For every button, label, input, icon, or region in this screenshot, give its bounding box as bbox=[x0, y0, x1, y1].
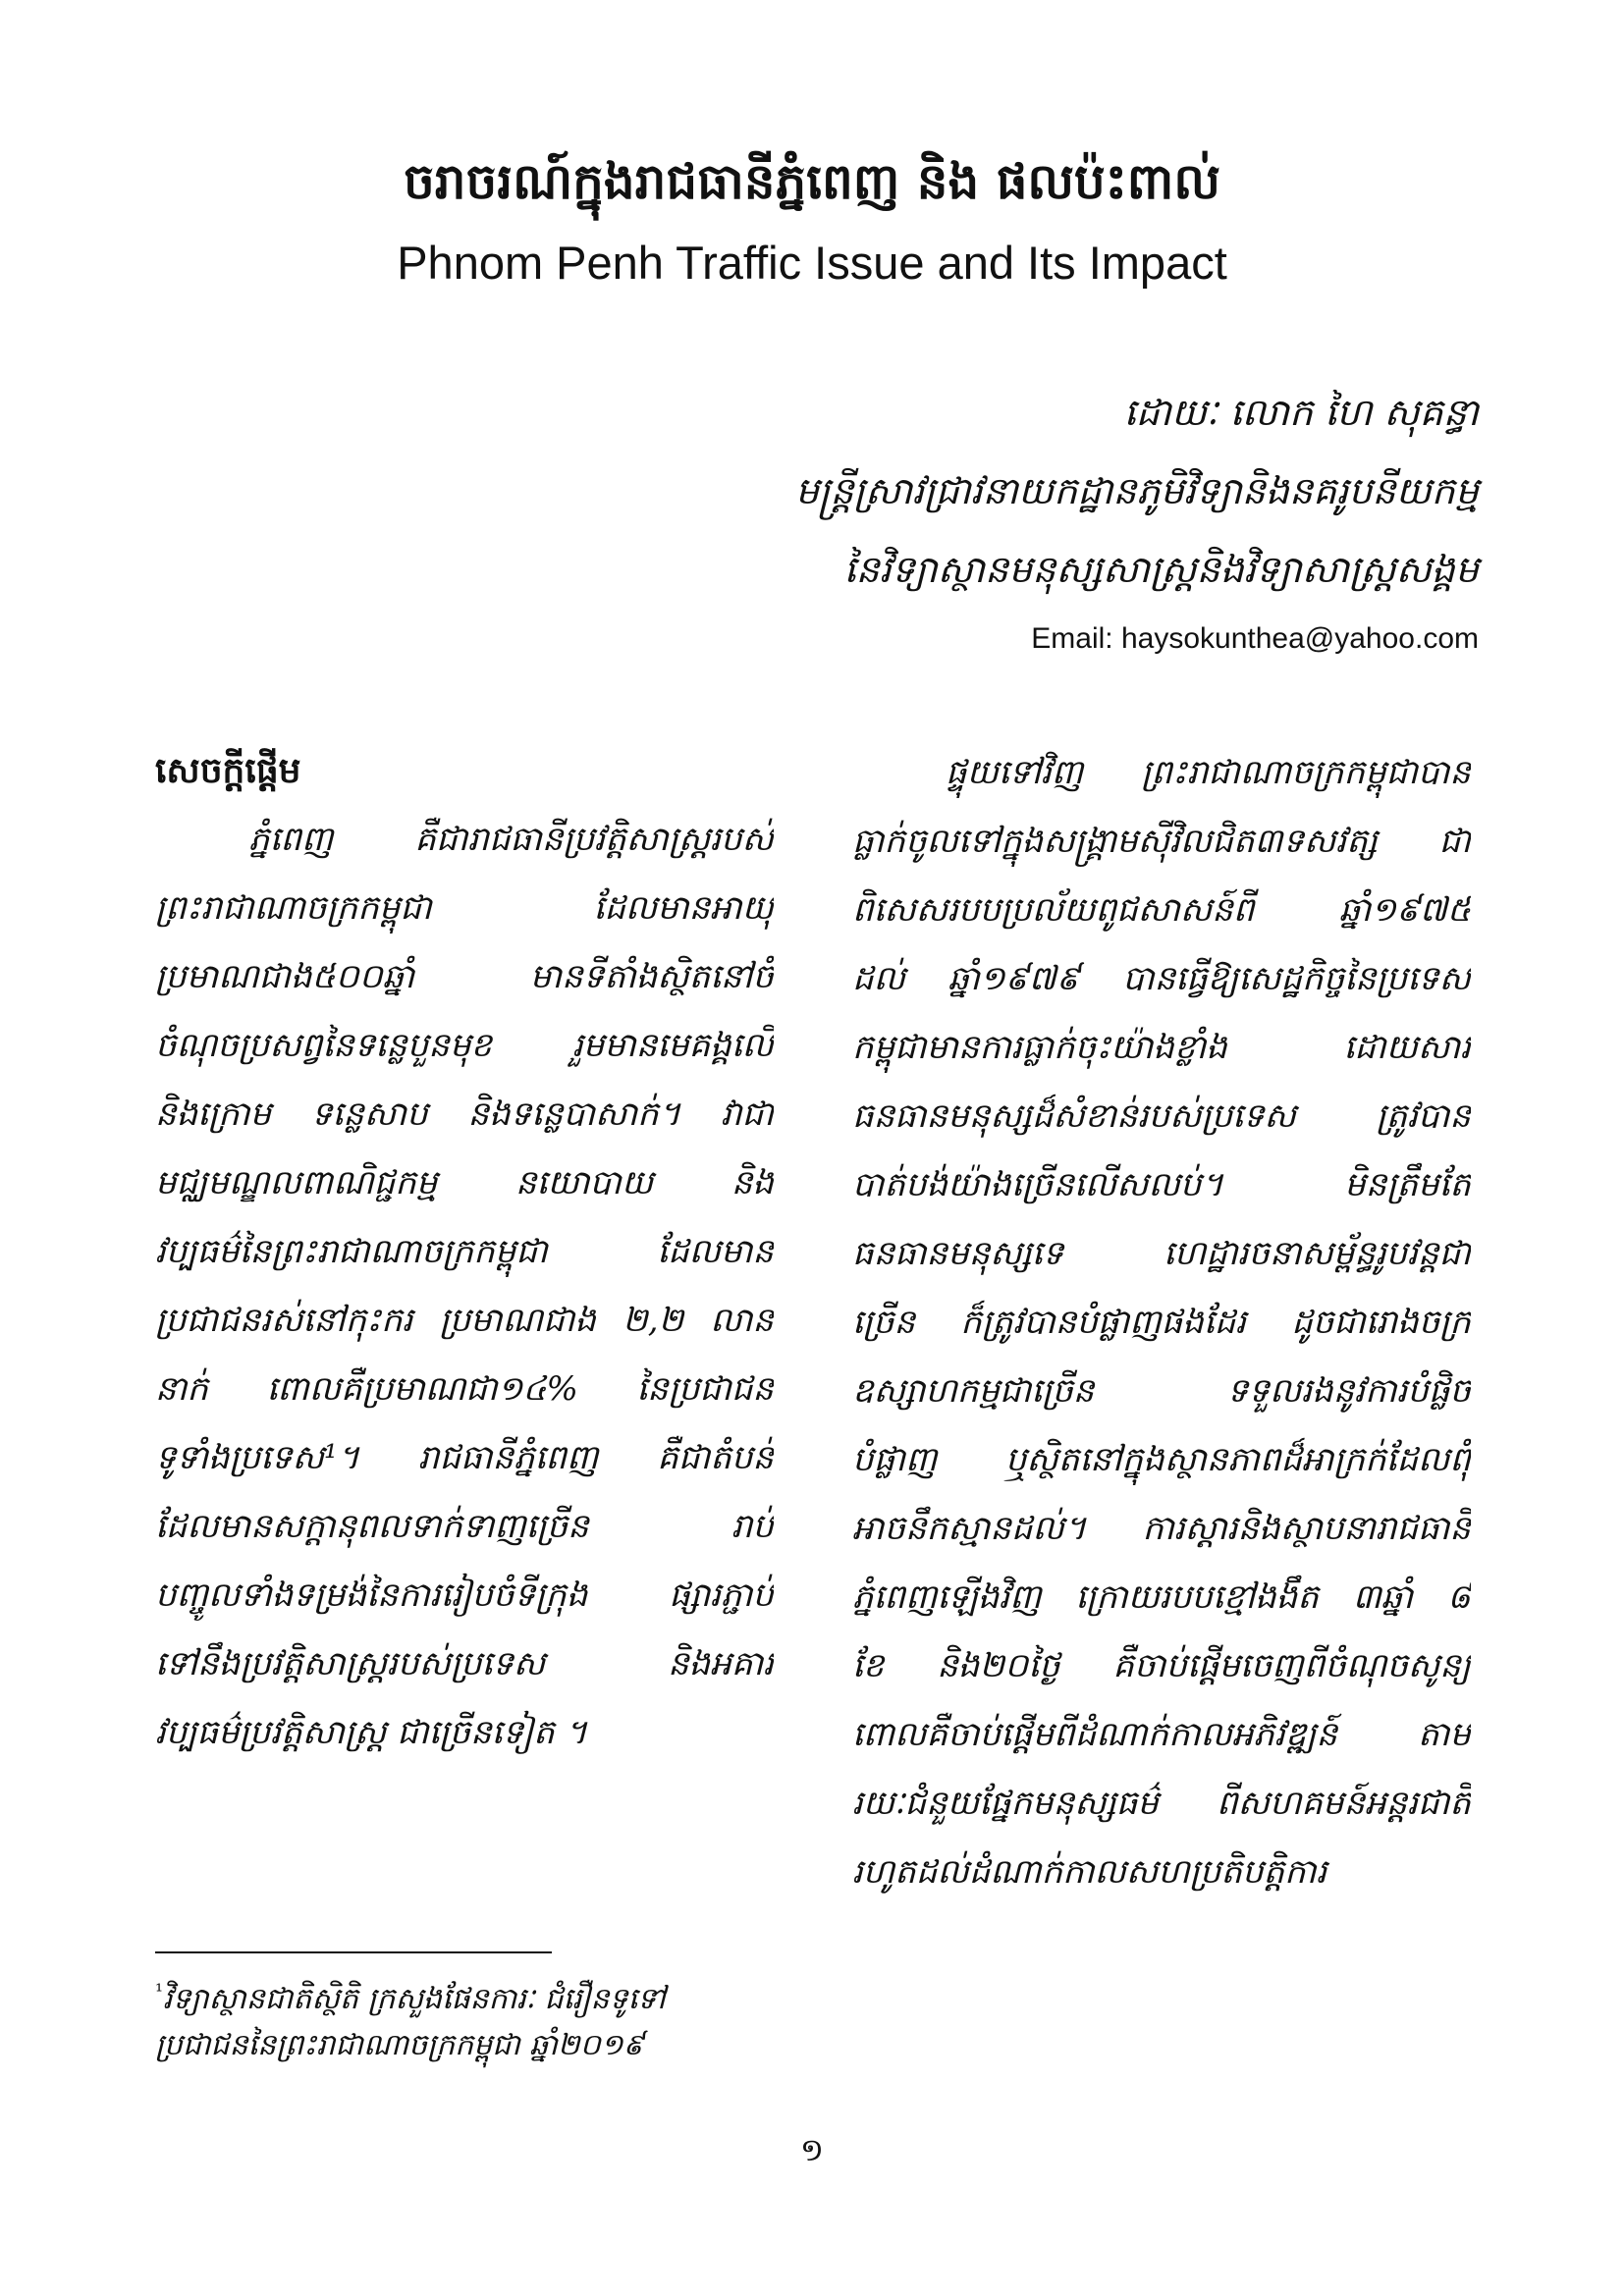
paragraph-line: ពោលគឺចាប់ផ្តើមពីដំណាក់កាលអភិវឌ្ឍន៍ តាម bbox=[852, 1715, 1471, 1754]
left-column bbox=[155, 738, 774, 1767]
paragraph-line: ភ្នំពេញឡើងវិញ ក្រោយរបបខ្មៅងងឹត ៣ឆ្នាំ ៨ bbox=[852, 1577, 1471, 1617]
paragraph-line: វប្បធម៌ប្រវត្តិសាស្ត្រ ជាច្រើនទៀត ។ bbox=[155, 1713, 587, 1752]
footnote-line bbox=[155, 1963, 784, 2018]
paragraph-line: រហូតដល់ដំណាក់កាលសហប្រតិបត្តិការ bbox=[852, 1852, 1327, 1892]
title-english: Phnom Penh Traffic Issue and Its Impact bbox=[397, 237, 1227, 289]
author-email[interactable]: Email: haysokunthea@yahoo.com bbox=[1031, 622, 1479, 655]
paragraph-line: ដែលមានសក្តានុពលទាក់ទាញច្រើន រាប់ bbox=[155, 1507, 774, 1546]
paragraph-line: ព្រះរាជាណាចក្រកម្ពុជា ដែលមានអាយុ bbox=[155, 888, 774, 928]
paragraph-line: ប្រជាជនរស់នៅកុះករ ប្រមាណជាង ២,២ លាន bbox=[155, 1301, 774, 1340]
paragraph-line: ប្រមាណជាង៥០០ឆ្នាំ មានទីតាំងស្ថិតនៅចំ bbox=[155, 957, 774, 996]
right-column bbox=[852, 738, 1471, 1906]
section-heading-introduction: សេចក្តីផ្តើម bbox=[155, 751, 301, 791]
paragraph-line: ធនធានមនុស្សដ៏សំខាន់របស់ប្រទេស ត្រូវបាន bbox=[852, 1096, 1471, 1136]
author-position: មន្ត្រីស្រាវជ្រាវនាយកដ្ឋានភូមិវិទ្យានិងនគរូបនីយកម្ម bbox=[795, 469, 1479, 512]
author-name: ដោយៈ លោក ហៃ សុគន្ធា bbox=[1123, 391, 1479, 434]
paragraph-line: ផ្ទុយទៅវិញ ព្រះរាជាណាចក្រកម្ពុជាបាន bbox=[946, 753, 1471, 792]
paragraph-line: ដល់ ឆ្នាំ១៩៧៩ បានធ្វើឱ្យសេដ្ឋកិច្ចនៃប្រទេស bbox=[852, 959, 1471, 998]
paragraph-line: ធនធានមនុស្សទេ ហេដ្ឋារចនាសម្ព័ន្ធរូបវន្តជា bbox=[852, 1234, 1471, 1273]
footnote-marker: ¹ bbox=[155, 1979, 164, 2002]
paragraph-line: ភ្នំពេញ គឺជារាជធានីប្រវត្តិសាស្ត្ររបស់ bbox=[248, 820, 774, 859]
paragraph-line: អាចនឹកស្មានដល់។ ការស្តារនិងស្ថាបនារាជធានី bbox=[852, 1509, 1471, 1548]
paragraph-line: ទៅនឹងប្រវត្តិសាស្ត្ររបស់ប្រទេស និងអគារ bbox=[155, 1644, 774, 1683]
paragraph-line: ឧស្សាហកម្មជាច្រើន ទទួលរងនូវការបំផ្លិច bbox=[852, 1371, 1471, 1411]
author-institution: នៃវិទ្យាស្ថានមនុស្សសាស្ត្រនិងវិទ្យាសាស្ត្រសង្គម bbox=[843, 548, 1479, 591]
footnote-line: ប្រជាជននៃព្រះរាជាណាចក្រកម្ពុជា ឆ្នាំ២០១៩ bbox=[155, 2028, 644, 2062]
paragraph-line: បំផ្លាញ ឬស្ថិតនៅក្នុងស្ថានភាពដ៏អាក្រក់ដែលពុំ bbox=[852, 1440, 1471, 1479]
page-number: ១ bbox=[799, 2131, 825, 2168]
paragraph-line: ធ្លាក់ចូលទៅក្នុងសង្គ្រាមស៊ីវិលជិត៣ទសវត្ស ជា bbox=[852, 822, 1471, 861]
paragraph-line: ពិសេសរបបប្រល័យពូជសាសន៍ពី ឆ្នាំ១៩៧៥ bbox=[852, 890, 1471, 930]
footnote-text: វិទ្យាស្ថានជាតិស្ថិតិ ក្រសួងផែនការៈ ជំរឿនទូទៅ bbox=[163, 1982, 666, 2016]
paragraph-line: និងក្រោម ទន្លេសាប និងទន្លេបាសាក់។ វាជា bbox=[155, 1095, 774, 1134]
paragraph-line: នាក់ ពោលគឺប្រមាណជា១៤% នៃប្រជាជន bbox=[155, 1369, 774, 1409]
title-khmer: ចរាចរណ៍ក្នុងរាជធានីភ្នំពេញ និង ផលប៉ះពាល់ bbox=[404, 153, 1220, 210]
paragraph-line: ច្រើន ក៏ត្រូវបានបំផ្លាញផងដែរ ដូចជារោងចក្រ bbox=[852, 1303, 1471, 1342]
paragraph-line: វប្បធម៌នៃព្រះរាជាណាចក្រកម្ពុជា ដែលមាន bbox=[155, 1232, 774, 1271]
paragraph-line: ទូទាំងប្រទេស¹។ រាជធានីភ្នំពេញ គឺជាតំបន់ bbox=[155, 1438, 774, 1477]
paragraph-line: ខែ និង២០ថ្ងៃ គឺចាប់ផ្តើមចេញពីចំណុចសូន្យ bbox=[852, 1646, 1471, 1685]
paragraph-line: បាត់បង់យ៉ាងច្រើនលើសលប់។ មិនត្រឹមតែ bbox=[852, 1165, 1471, 1204]
paragraph-line: បញ្ចូលទាំងទម្រង់នៃការរៀបចំទីក្រុង ផ្សារភ្ជាប់ bbox=[155, 1575, 774, 1615]
footnote bbox=[155, 1963, 784, 2073]
author-block bbox=[497, 373, 1479, 662]
paragraph-line: កម្ពុជាមានការធ្លាក់ចុះយ៉ាងខ្លាំង ដោយសារ bbox=[852, 1028, 1471, 1067]
paragraph-line: រយៈជំនួយផ្នែកមនុស្សធម៌ ពីសហគមន៍អន្តរជាតិ bbox=[852, 1784, 1471, 1823]
paragraph-line: មជ្ឈមណ្ឌលពាណិជ្ជកម្ម នយោបាយ និង bbox=[155, 1163, 774, 1202]
paragraph-line: ចំណុចប្រសព្វនៃទន្លេបួនមុខ រួមមានមេគង្គលើ bbox=[155, 1026, 774, 1065]
footnote-separator bbox=[155, 1951, 552, 1953]
